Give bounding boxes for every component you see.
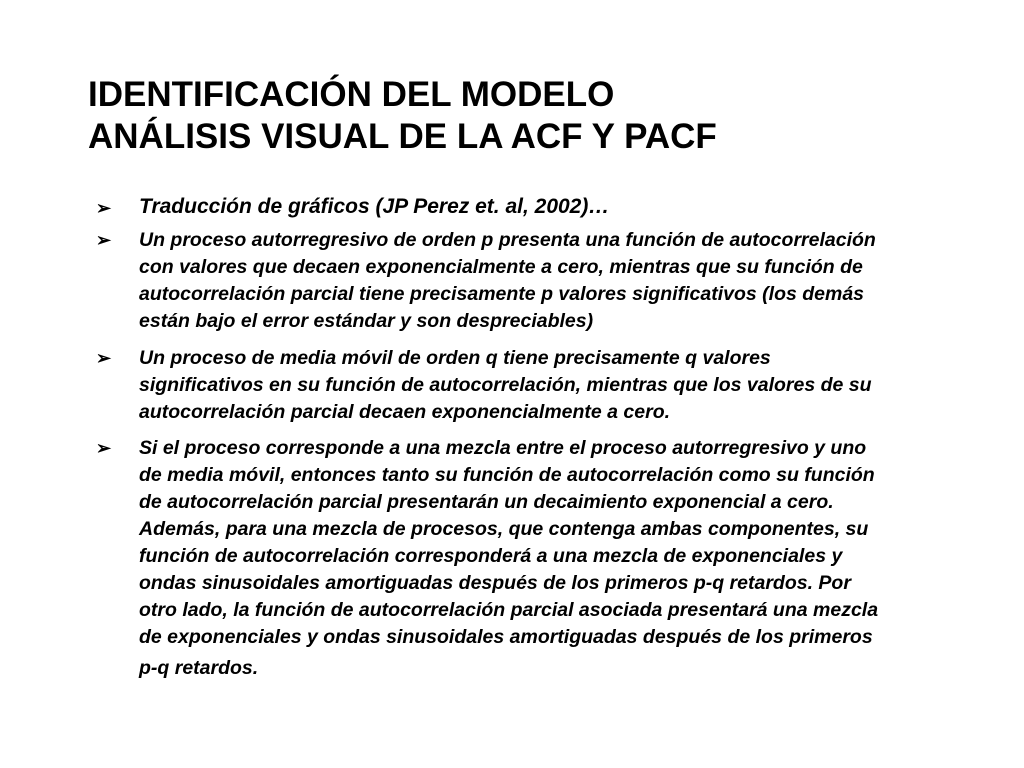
bullet-2-line-4: están bajo el error estándar y son despreciables) [139, 310, 594, 332]
bullet-item-2 [96, 227, 1006, 335]
bullet-4-line-9: p-q retardos. [139, 657, 259, 679]
slide-title [88, 74, 717, 158]
bullet-3-line-2: significativos en su función de autocorrelación, mientras que los valores de su [139, 374, 872, 396]
title-line-2: ANÁLISIS VISUAL DE LA ACF Y PACF [88, 117, 717, 156]
arrow-bullet-icon: ➢ [96, 230, 112, 250]
bullet-4-line-1: Si el proceso corresponde a una mezcla entre el proceso autorregresivo y uno [139, 437, 867, 459]
bullet-2-line-2: con valores que decaen exponencialmente a cero, mientras que su función de [139, 256, 863, 278]
bullet-4-line-2: de media móvil, entonces tanto su función de autocorrelación como su función [139, 464, 875, 486]
arrow-bullet-icon: ➢ [96, 348, 112, 368]
bullet-4-line-8: de exponenciales y ondas sinusoidales amortiguadas después de los primeros [139, 626, 873, 648]
bullet-2-line-1: Un proceso autorregresivo de orden p presenta una función de autocorrelación [139, 229, 876, 251]
bullet-item-4 [96, 435, 1006, 682]
bullet-item-1 [96, 193, 1006, 221]
bullet-4-line-5: función de autocorrelación corresponderá a una mezcla de exponenciales y [139, 545, 843, 567]
title-line-1: IDENTIFICACIÓN DEL MODELO [88, 75, 615, 114]
bullet-4-line-6: ondas sinusoidales amortiguadas después de los primeros p-q retardos. Por [139, 572, 851, 594]
arrow-bullet-icon: ➢ [96, 438, 112, 458]
bullet-4-line-4: Además, para una mezcla de procesos, que contenga ambas componentes, su [139, 518, 869, 540]
bullet-3-line-1: Un proceso de media móvil de orden q tiene precisamente q valores [139, 347, 771, 369]
bullet-1-line-1: Traducción de gráficos (JP Perez et. al, 2002)… [139, 195, 610, 218]
bullet-3-line-3: autocorrelación parcial decaen exponencialmente a cero. [139, 401, 671, 423]
bullet-4-line-7: otro lado, la función de autocorrelación parcial asociada presentará una mezcla [139, 599, 879, 621]
bullet-item-3 [96, 345, 1006, 426]
arrow-bullet-icon: ➢ [96, 198, 112, 218]
bullet-4-line-3: de autocorrelación parcial presentarán un decaimiento exponencial a cero. [139, 491, 834, 513]
bullet-list [96, 193, 1006, 682]
bullet-2-line-3: autocorrelación parcial tiene precisamente p valores significativos (los demás [139, 283, 865, 305]
